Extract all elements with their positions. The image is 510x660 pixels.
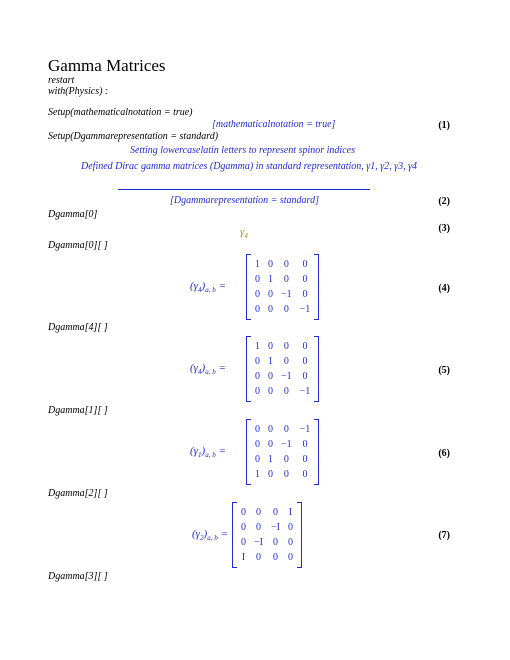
- matrix-cell: −1: [299, 386, 311, 397]
- gamma-symbol: γ: [240, 226, 245, 238]
- matrix-cell: 0: [255, 454, 260, 465]
- matrix-cell: 0: [255, 552, 261, 563]
- matrix-cell: 0: [272, 552, 278, 563]
- matrix-cell: 0: [255, 274, 260, 285]
- output-notation: [mathematicalnotation = true]: [212, 119, 336, 130]
- matrix-cell: 0: [283, 454, 289, 465]
- gamma-matrix-1: [246, 419, 319, 485]
- matrix-cell: 0: [255, 371, 260, 382]
- matrix-cell: 0: [268, 341, 273, 352]
- matrix-cell: 0: [302, 469, 308, 480]
- matrix-cell: 0: [255, 507, 261, 518]
- matrix-cell: −I: [254, 537, 263, 548]
- matrix-lhs: $(\gamma_4)_{a, b}$ =: [190, 280, 226, 294]
- matrix-symbol: γ: [195, 528, 201, 540]
- matrix-subscript: 1: [198, 451, 202, 459]
- matrix-cell: 0: [255, 522, 261, 533]
- equation-number: (5): [438, 365, 450, 376]
- matrix-cell: 1: [268, 274, 273, 285]
- command-setup-representation[interactable]: Setup(Dgammarepresentation = standard): [48, 131, 219, 142]
- matrix-cell: 0: [268, 259, 273, 270]
- equation-number: (2): [438, 196, 450, 207]
- matrix-cell: 0: [255, 386, 260, 397]
- command-dgamma-4-matrix[interactable]: Dgamma[4][ ]: [48, 322, 108, 333]
- matrix-cell: 0: [283, 469, 289, 480]
- matrix-cell: 0: [272, 507, 278, 518]
- matrix-cell: 0: [255, 356, 260, 367]
- matrix-symbol: γ: [193, 362, 199, 374]
- gamma-matrix-4: [246, 336, 319, 402]
- matrix-symbol: γ: [193, 280, 199, 292]
- matrix-cell: 0: [268, 424, 273, 435]
- command-setup-notation[interactable]: Setup(mathematicalnotation = true): [48, 107, 193, 118]
- output-message-gamma-list: γ1, γ2, γ3, γ4: [366, 161, 418, 172]
- matrix-cell: 0: [268, 289, 273, 300]
- matrix-cell: 0: [241, 537, 246, 548]
- matrix-cell: 0: [302, 259, 308, 270]
- page-title: Gamma Matrices: [48, 56, 166, 75]
- output-message-dgamma-text: Defined Dirac gamma matrices (Dgamma) in standard representation,: [81, 161, 364, 172]
- equation-number: (3): [438, 223, 450, 234]
- equation-number: (1): [438, 120, 450, 131]
- matrix-cell: 0: [255, 289, 260, 300]
- matrix-cell: 0: [283, 386, 289, 397]
- matrix-cell: 0: [268, 371, 273, 382]
- matrix-cell: 0: [283, 356, 289, 367]
- matrix-cell: 1: [268, 356, 273, 367]
- matrix-cell: 0: [302, 454, 308, 465]
- equation-number: (4): [438, 283, 450, 294]
- matrix-cell: −1: [281, 371, 292, 382]
- matrix-cell: 0: [268, 386, 273, 397]
- matrix-cell: 0: [283, 424, 289, 435]
- command-dgamma-2-matrix[interactable]: Dgamma[2][ ]: [48, 488, 108, 499]
- matrix-indices: a, b: [207, 534, 218, 542]
- matrix-symbol: γ: [193, 445, 199, 457]
- matrix-cell: I: [241, 552, 246, 563]
- matrix-cell: 0: [287, 537, 293, 548]
- gamma-matrix-2: [232, 502, 302, 568]
- output-message-spinor: Setting lowercaselatin letters to represent spinor indices: [130, 145, 355, 156]
- matrix-indices: a, b: [205, 286, 216, 294]
- matrix-subscript: 4: [198, 368, 202, 376]
- matrix-cell: 0: [302, 341, 308, 352]
- matrix-cell: 0: [255, 424, 260, 435]
- matrix-lhs: $(\gamma_4)_{a, b}$ =: [190, 362, 226, 376]
- matrix-cell: −1: [299, 424, 311, 435]
- matrix-cell: 0: [302, 289, 308, 300]
- matrix-cell: I: [288, 507, 293, 518]
- matrix-indices: a, b: [205, 451, 216, 459]
- command-restart[interactable]: restart: [48, 75, 75, 86]
- equation-number: (7): [438, 530, 450, 541]
- matrix-indices: a, b: [205, 368, 216, 376]
- matrix-cell: 0: [302, 439, 308, 450]
- matrix-cell: 0: [283, 274, 289, 285]
- matrix-cell: 1: [255, 259, 260, 270]
- matrix-subscript: 2: [200, 534, 204, 542]
- matrix-cell: 1: [255, 341, 260, 352]
- matrix-cell: 0: [268, 439, 273, 450]
- matrix-cell: 0: [302, 371, 308, 382]
- output-gamma4: [240, 222, 248, 240]
- matrix-cell: 0: [268, 304, 273, 315]
- matrix-cell: −I: [270, 522, 280, 533]
- matrix-cell: 0: [283, 304, 289, 315]
- matrix-cell: −1: [281, 439, 292, 450]
- matrix-cell: 0: [287, 552, 293, 563]
- matrix-subscript: 4: [198, 286, 202, 294]
- matrix-cell: 0: [302, 356, 308, 367]
- matrix-cell: 1: [268, 454, 273, 465]
- matrix-cell: 0: [287, 522, 293, 533]
- matrix-cell: 0: [255, 439, 260, 450]
- matrix-cell: −1: [299, 304, 311, 315]
- output-representation: [Dgammarepresentation = standard]: [170, 195, 319, 206]
- matrix-cell: 0: [283, 259, 289, 270]
- output-divider: [118, 189, 370, 190]
- matrix-cell: 0: [283, 341, 289, 352]
- gamma-subscript: 4: [244, 232, 248, 240]
- command-with-physics[interactable]: with(Physics) :: [48, 86, 109, 97]
- matrix-lhs: $(\gamma_2)_{a, b}$ =: [192, 528, 228, 542]
- matrix-cell: 0: [268, 469, 273, 480]
- gamma-matrix-4: [246, 254, 319, 320]
- output-message-dgamma: [81, 161, 417, 172]
- command-dgamma-1-matrix[interactable]: Dgamma[1][ ]: [48, 405, 108, 416]
- command-dgamma-0-matrix[interactable]: Dgamma[0][ ]: [48, 240, 108, 251]
- matrix-cell: 0: [241, 507, 246, 518]
- matrix-cell: 0: [241, 522, 246, 533]
- equation-number: (6): [438, 448, 450, 459]
- matrix-lhs: $(\gamma_1)_{a, b}$ =: [190, 445, 226, 459]
- matrix-cell: −1: [281, 289, 292, 300]
- command-dgamma-3-matrix[interactable]: Dgamma[3][ ]: [48, 571, 108, 582]
- command-dgamma-0[interactable]: Dgamma[0]: [48, 209, 98, 220]
- matrix-cell: 0: [255, 304, 260, 315]
- matrix-cell: 1: [255, 469, 260, 480]
- matrix-cell: 0: [302, 274, 308, 285]
- matrix-cell: 0: [272, 537, 278, 548]
